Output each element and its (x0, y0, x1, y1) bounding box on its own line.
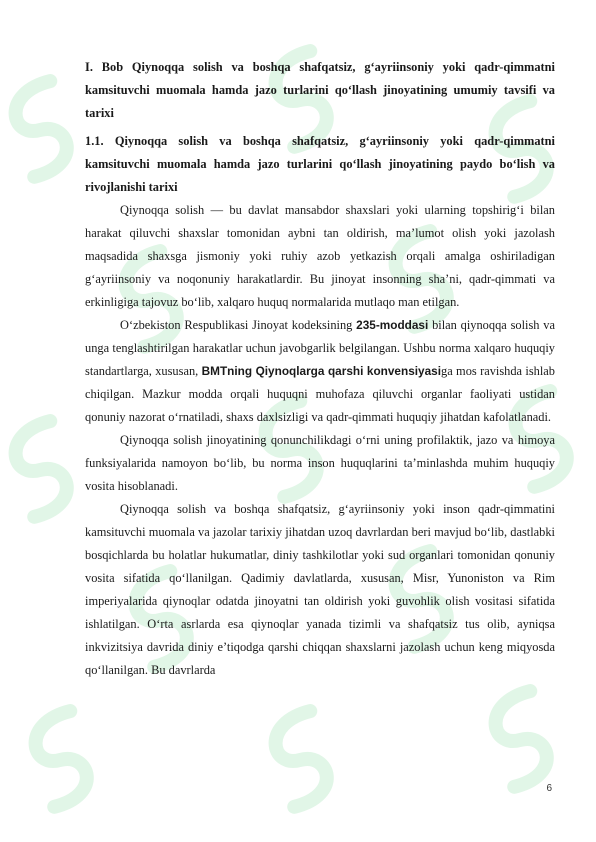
watermark-glyph (480, 690, 565, 788)
paragraph-definition: Qiynoqqa solish — bu davlat mansabdor shaxslari yoki ularning topshirig‘i bilan harakat qiluvchi shaxslar tomonidan aybni tan oldirish, ma’lumot olish yoki jazolash maqsadida shaxsga jismoniy yoki ruhiy azob yetkazish orqali amalga oshiriladigan g‘ayriinsoniy va noqonuniy harakatlardir. Bu jinoyat insonning sha’ni, qadr-qimmati va erkinligiga tajovuz bo‘lib, xalqaro huquq normalarida mutlaqo man etilgan. (85, 203, 555, 309)
watermark-glyph (20, 710, 105, 808)
article-reference: 235-moddasi (356, 318, 429, 332)
paragraph-criminal-code (85, 314, 555, 429)
section-heading: 1.1. Qiynoqqa solish va boshqa shafqatsiz, g‘ayriinsoniy yoki qadr-qimmatni kamsituvchi muomala hamda jazo turlarini qo‘llash jinoyatining paydo bo‘lish va rivojlanishi tarixi (85, 134, 555, 194)
paragraph-text: ga mos ravishda ishlab chiqilgan. Mazkur modda orqali huquqni muhofaza qiluvchi organlar faoliyati ustidan qonuniy nazorat o‘rnatiladi, shaxs daxlsizligi va qadr-qimmati huquqiy jihatdan kafolatlanadi. (85, 364, 555, 424)
paragraph-history: Qiynoqqa solish va boshqa shafqatsiz, g‘ayriinsoniy yoki inson qadr-qimmatini kamsituvchi muomala va jazolar tarixiy jihatdan uzoq davrlardan beri mavjud bo‘lib, dastlabki bosqichlarda bu holatlar hukumatlar, diniy tashkilotlar yoki sud organlari tomonidan qonuniy vosita sifatida qo‘llanilgan. Qadimiy davlatlarda, xususan, Misr, Yunoniston va Rim imperiyalarida qiynoqlar odatda jinoyatni tan oldirish yoki guvohlik olish vositasi sifatida ishlatilgan. O‘rta asrlarda esa qiynoqlar yanada tizimli va shafqatsiz tus olib, ayniqsa inkvizitsiya davrida diniy e’tiqodga qarshi chiqqan shaxslarni jazolash uchun keng miqyosda qo‘llanilgan. Bu davrlarda (85, 502, 555, 677)
watermark-glyph (260, 710, 345, 808)
paragraph-text: bilan qiynoqqa solish va unga tenglashtirilgan harakatlar uchun javobgarlik belgilangan. Ushbu norma xalqaro huquqiy standartlarga, xususan, (85, 318, 555, 378)
paragraph-text: O‘zbekiston Respublikasi Jinoyat kodeksining (120, 318, 357, 332)
convention-reference: BMTning Qiynoqlarga qarshi konvensiyasi (201, 364, 441, 378)
watermark-glyph (0, 420, 85, 518)
document-body (85, 56, 555, 682)
watermark-glyph (0, 80, 85, 178)
chapter-heading: I. Bob Qiynoqqa solish va boshqa shafqatsiz, g‘ayriinsoniy yoki qadr-qimmatni kamsituvchi muomala hamda jazo turlarini qo‘llash jinoyatining umumiy tavsifi va tarixi (85, 60, 555, 120)
paragraph-role: Qiynoqqa solish jinoyatining qonunchilikdagi o‘rni uning profilaktik, jazo va himoya funksiyalarida namoyon bo‘lib, bu norma inson huquqlarini ta’minlashda muhim huquqiy vosita hisoblanadi. (85, 433, 555, 493)
page-number: 6 (546, 783, 552, 794)
